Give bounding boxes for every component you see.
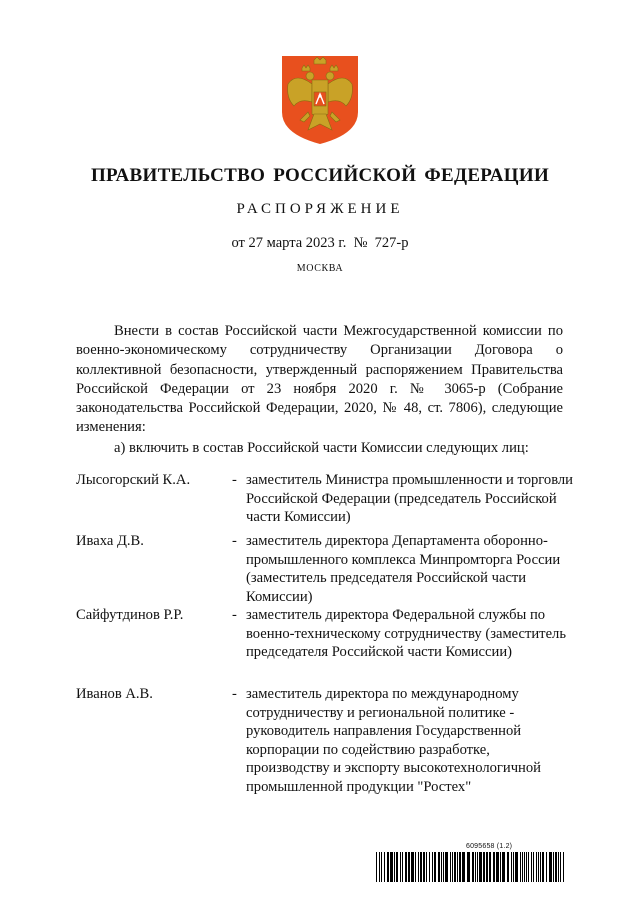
document-date-line: [0, 235, 640, 252]
coat-of-arms-icon: [278, 54, 362, 146]
document-type: РАСПОРЯЖЕНИЕ: [236, 201, 404, 217]
member-name: Иваха Д.В.: [76, 533, 144, 549]
member-position: заместитель директора по международному сотрудничеству и региональной политике - руководитель направления Государственной корпорации по содействию разработке, производству и экспорту высокотехнологичной промышленной продукции "Ростех": [246, 686, 541, 795]
member-position: заместитель директора Федеральной службы по военно-техническому сотрудничеству (заместитель председателя Российской части Комиссии): [246, 607, 566, 661]
member-dash: -: [232, 533, 237, 549]
list-item: [76, 471, 576, 532]
list-item: [76, 532, 576, 606]
government-title: ПРАВИТЕЛЬСТВО РОССИЙСКОЙ ФЕДЕРАЦИИ: [90, 165, 550, 186]
list-item: [76, 606, 576, 685]
member-dash: -: [232, 472, 237, 488]
member-dash: -: [232, 607, 237, 623]
document-date: от 27 марта 2023 г. № 727-р: [231, 235, 409, 251]
members-list: [76, 471, 576, 797]
document-body: [76, 322, 563, 458]
item-a: а) включить в состав Российской части Комиссии следующих лиц:: [114, 439, 529, 456]
list-item: [76, 685, 576, 797]
document-code: 6095658 (1.2): [466, 843, 513, 850]
member-name: Лысогорский К.А.: [76, 472, 191, 488]
member-dash: -: [232, 686, 237, 702]
member-position: заместитель Министра промышленности и торговли Российской Федерации (председатель Российской части Комиссии): [246, 472, 573, 526]
member-position: заместитель директора Департамента оборонно-промышленного комплекса Минпромторга России (заместитель председателя Российской части Комиссии): [246, 533, 561, 605]
main-paragraph: Внести в состав Российской части Межгосударственной комиссии по военно-экономическому сотрудничеству Организации Договора о коллективной безопасности, утвержденный распоряжением Правительства Российской Федерации от 23 ноября 2020 г. № 3065-р (Собрание законодательства Российской Федерации, 2020, № 48, ст. 7806), следующие изменения:: [76, 323, 563, 436]
member-name: Сайфутдинов Р.Р.: [76, 607, 184, 623]
document-city: МОСКВА: [296, 263, 344, 274]
member-name: Иванов А.В.: [76, 686, 153, 702]
barcode-icon: [376, 852, 564, 882]
